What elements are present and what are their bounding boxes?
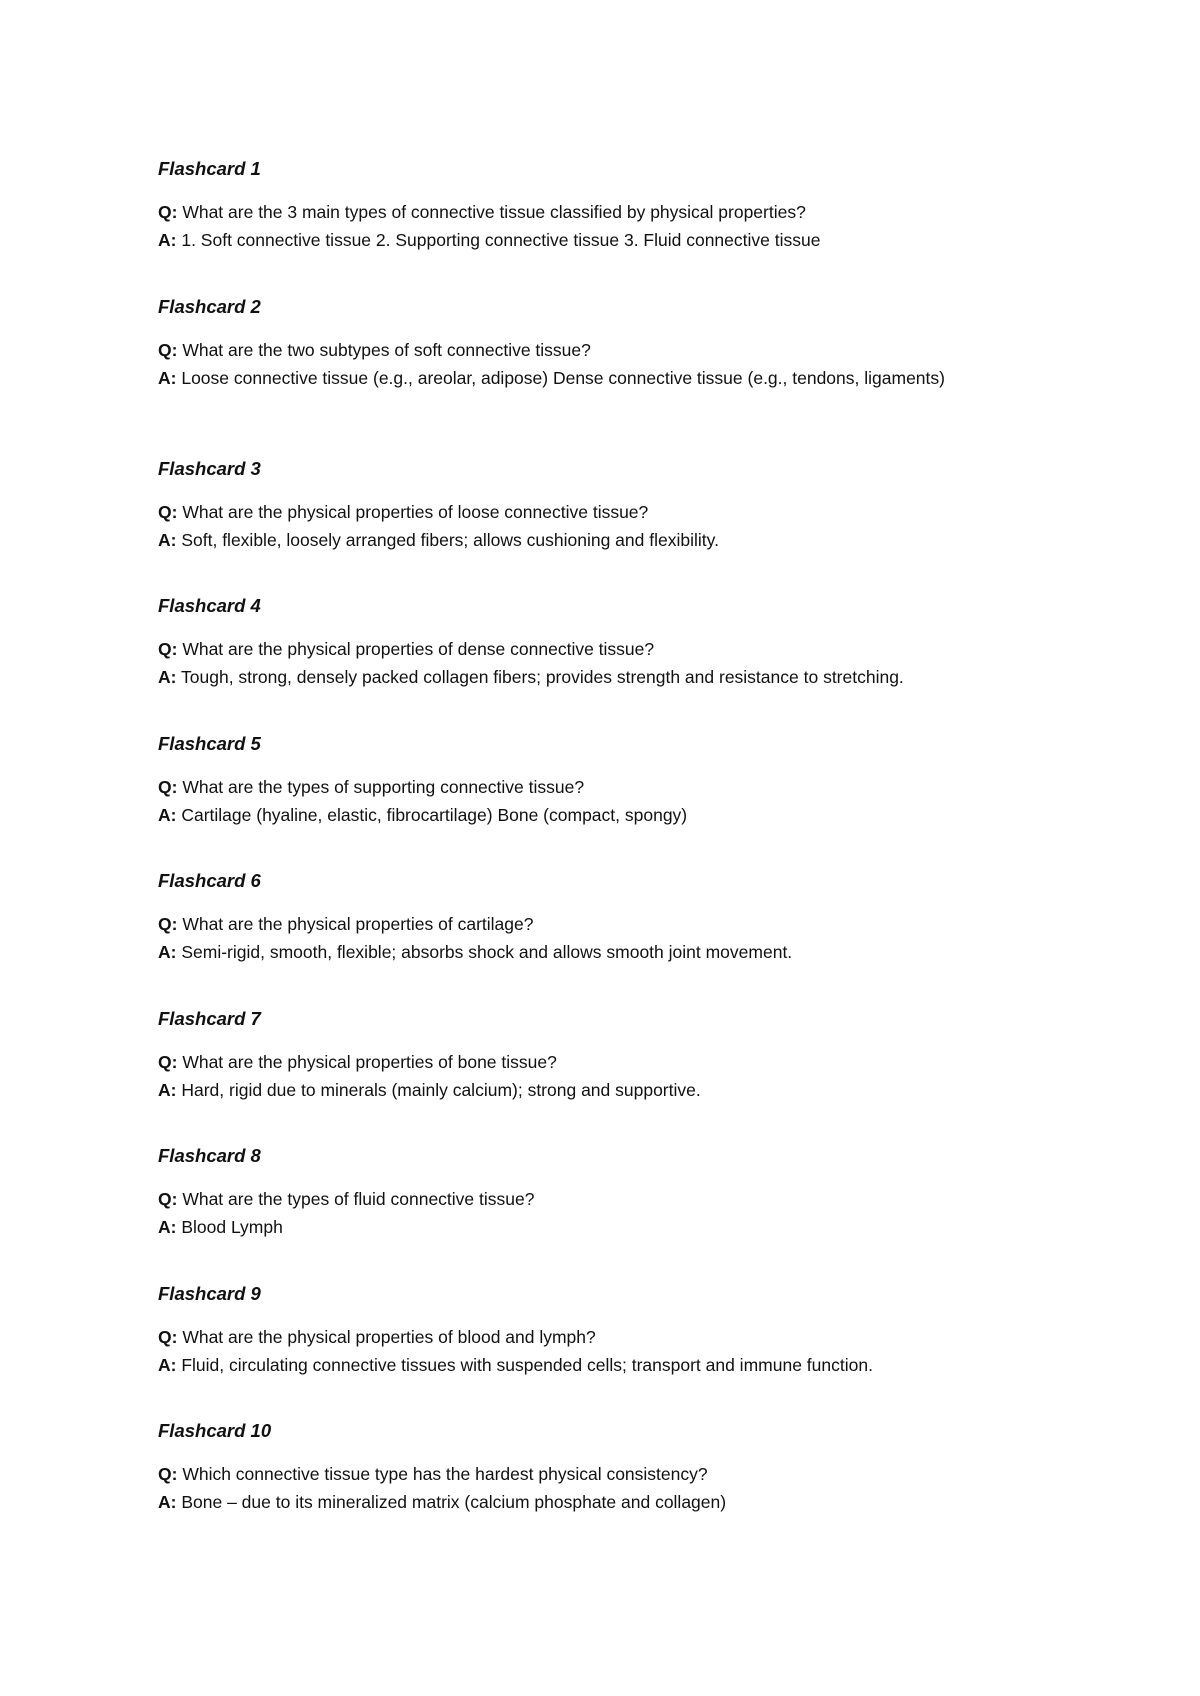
question-text: What are the types of supporting connective tissue?: [182, 776, 585, 797]
flashcard: [158, 595, 1058, 733]
question-text: What are the two subtypes of soft connective tissue?: [182, 339, 591, 360]
answer-text: Blood Lymph: [181, 1217, 283, 1237]
flashcard: [158, 1145, 1058, 1283]
flashcard-title: Flashcard 4: [158, 595, 261, 616]
question-label: Q:: [158, 339, 178, 360]
question-label: Q:: [158, 1189, 178, 1209]
answer-label: A:: [158, 230, 177, 250]
flashcard-question: [158, 912, 1058, 936]
question-label: Q:: [158, 1326, 178, 1347]
flashcard-title: Flashcard 9: [158, 1282, 261, 1304]
answer-text: Fluid, circulating connective tissues with suspended cells; transport and immune function.: [181, 1354, 873, 1375]
flashcard-title: Flashcard 1: [158, 158, 261, 179]
flashcard-question: [158, 637, 1058, 661]
question-text: What are the physical properties of cartilage?: [182, 914, 534, 934]
question-label: Q:: [158, 914, 178, 934]
flashcard-title: Flashcard 2: [158, 295, 261, 317]
flashcard-title: Flashcard 8: [158, 1145, 261, 1166]
question-label: Q:: [158, 1051, 178, 1072]
flashcard-title: Flashcard 5: [158, 732, 261, 754]
answer-label: A:: [158, 667, 177, 687]
answer-label: A:: [158, 1492, 177, 1512]
flashcard-question: [158, 1325, 1058, 1349]
flashcard: [158, 458, 1058, 596]
flashcard: [158, 1008, 1058, 1146]
flashcard-answer: [158, 1078, 1058, 1102]
answer-label: A:: [158, 529, 177, 550]
flashcard-question: [158, 1187, 1058, 1211]
answer-label: A:: [158, 804, 177, 825]
flashcard: [158, 158, 1058, 296]
flashcard-title: Flashcard 3: [158, 457, 261, 479]
answer-text: Soft, flexible, loosely arranged fibers; allows cushioning and flexibility.: [181, 529, 719, 550]
flashcard-question: [158, 338, 1058, 362]
flashcard-answer: [158, 528, 1058, 552]
flashcard-question: [158, 1462, 1058, 1486]
question-label: Q:: [158, 501, 178, 522]
question-label: Q:: [158, 639, 178, 659]
flashcard-title: Flashcard 6: [158, 870, 261, 891]
question-label: Q:: [158, 1464, 178, 1484]
flashcard-answer: [158, 940, 1058, 964]
flashcard-question: [158, 200, 1058, 224]
question-text: What are the physical properties of blood and lymph?: [182, 1326, 596, 1347]
flashcard-question: [158, 500, 1058, 524]
flashcard-question: [158, 775, 1058, 799]
question-text: What are the 3 main types of connective tissue classified by physical properties?: [182, 202, 806, 222]
question-text: What are the physical properties of bone tissue?: [182, 1051, 557, 1072]
answer-text: Bone – due to its mineralized matrix (calcium phosphate and collagen): [181, 1492, 727, 1512]
answer-text: Loose connective tissue (e.g., areolar, adipose) Dense connective tissue (e.g., tendons, ligaments): [181, 367, 945, 388]
question-text: What are the types of fluid connective tissue?: [182, 1189, 535, 1209]
answer-label: A:: [158, 1079, 177, 1100]
answer-text: 1. Soft connective tissue 2. Supporting connective tissue 3. Fluid connective tissue: [181, 230, 821, 250]
answer-text: Semi-rigid, smooth, flexible; absorbs shock and allows smooth joint movement.: [181, 942, 793, 962]
answer-label: A:: [158, 942, 177, 962]
flashcard-answer: [158, 1215, 1058, 1239]
flashcard: [158, 870, 1058, 1008]
question-text: What are the physical properties of loose connective tissue?: [182, 501, 649, 522]
question-text: Which connective tissue type has the hardest physical consistency?: [182, 1464, 708, 1484]
flashcard-answer: [158, 228, 1058, 252]
answer-label: A:: [158, 1217, 177, 1237]
answer-label: A:: [158, 367, 177, 388]
flashcard: [158, 296, 1058, 458]
answer-text: Cartilage (hyaline, elastic, fibrocartilage) Bone (compact, spongy): [181, 804, 688, 825]
flashcard-answer: [158, 1353, 1058, 1377]
answer-label: A:: [158, 1354, 177, 1375]
question-label: Q:: [158, 776, 178, 797]
flashcard-answer: [158, 366, 1058, 390]
flashcard: [158, 1420, 1058, 1558]
flashcard: [158, 1283, 1058, 1421]
flashcard-question: [158, 1050, 1058, 1074]
document-page: [158, 158, 1058, 1558]
flashcard: [158, 733, 1058, 871]
flashcard-answer: [158, 1490, 1058, 1514]
flashcard-answer: [158, 803, 1058, 827]
flashcard-title: Flashcard 7: [158, 1007, 261, 1029]
flashcard-title: Flashcard 10: [158, 1420, 272, 1441]
flashcard-answer: [158, 665, 1058, 689]
question-label: Q:: [158, 202, 178, 222]
answer-text: Tough, strong, densely packed collagen fibers; provides strength and resistance to stretching.: [181, 667, 904, 687]
answer-text: Hard, rigid due to minerals (mainly calcium); strong and supportive.: [181, 1079, 701, 1100]
question-text: What are the physical properties of dense connective tissue?: [182, 639, 655, 659]
